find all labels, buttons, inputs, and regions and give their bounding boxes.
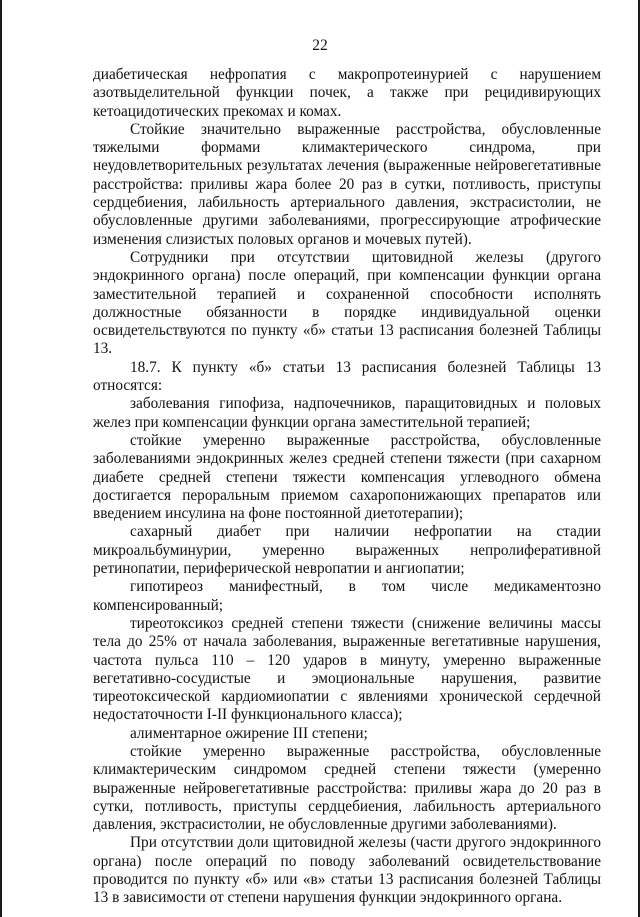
list-item-diabetes-nephropathy: сахарный диабет при наличии нефропатии на стадии микроальбуминурии, умеренно выраженных непролиферативной ретинопатии, периферической невропатии и ангиопатии; bbox=[93, 523, 601, 578]
page-number: 22 bbox=[312, 37, 328, 54]
list-item-moderate-disorders: стойкие умеренно выраженные расстройства, обусловленные заболеваниями эндокринных желез средней степени тяжести (при сахарном диабете средней степени тяжести компенсация углеводного обмена достигается пероральным приемом сахаропонижающих препаратов или введением инсулина на фоне постоянной диетотерапии); bbox=[93, 431, 601, 523]
paragraph-thyroid-absence: Сотрудники при отсутствии щитовидной железы (другого эндокринного органа) после операций, при компенсации функции органа заместительной терапией и сохраненной способности исполнять должностные обязанности в порядке индивидуальной оценки освидетельствуются по пункту «б» статьи 13 расписания болезней Таблицы 13. bbox=[93, 248, 601, 358]
scan-border-left bbox=[0, 0, 2, 917]
paragraph-continuation: диабетическая нефропатия с макропротеинурией с нарушением азотвыделительной функции почек, а также при рецидивирующих кетоацидотических прекомах и комах. bbox=[93, 66, 601, 120]
document-body bbox=[93, 66, 601, 908]
paragraph-thyroid-lobe-absence: При отсутствии доли щитовидной железы (части другого эндокринного органа) после операций по поводу заболеваний освидетельствование проводится по пункту «б» или «в» статьи 13 расписания болезней Таблицы 13 в зависимости от степени нарушения функции эндокринного органа. bbox=[93, 834, 601, 907]
list-item-pituitary-adrenal: заболевания гипофиза, надпочечников, паращитовидных и половых желез при компенсации функции органа заместительной терапией; bbox=[93, 395, 601, 431]
list-item-obesity: алиментарное ожирение III степени; bbox=[130, 724, 368, 742]
list-item-hypothyroidism: гипотиреоз манифестный, в том числе медикаментозно компенсированный; bbox=[93, 578, 601, 614]
paragraph-climacteric-severe: Стойкие значительно выраженные расстройства, обусловленные тяжелыми формами климактерического синдрома, при неудовлетворительных результатах лечения (выраженные нейровегетативные расстройства: приливы жара более 20 раз в сутки, потливость, приступы сердцебиения, лабильность артериального давления, экстрасистолии, не обусловленные другими заболеваниями, прогрессирующие атрофические изменения слизистых половых органов и мочевых путей). bbox=[93, 120, 601, 248]
list-item-thyrotoxicosis: тиреотоксикоз средней степени тяжести (снижение величины массы тела до 25% от начала заболевания, выраженные вегетативные нарушения, частота пульса 110 – 120 ударов в минуту, умеренно выраженные вегетативно-сосудистые и эмоциональные нарушения, развитие тиреотоксической кардиомиопатии с явлениями хронической сердечной недостаточности I-II функционального класса); bbox=[93, 614, 601, 724]
list-item-climacteric-moderate: стойкие умеренно выраженные расстройства, обусловленные климактерическим синдромом средней степени тяжести (умеренно выраженные нейровегетативные расстройства: приливы жара до 20 раз в сутки, потливость, приступы сердцебиения, лабильность артериального давления, экстрасистолии, не обусловленные другими заболеваниями). bbox=[93, 742, 601, 834]
paragraph-section-18-7-heading: 18.7. К пункту «б» статьи 13 расписания болезней Таблицы 13 относятся: bbox=[93, 358, 601, 395]
